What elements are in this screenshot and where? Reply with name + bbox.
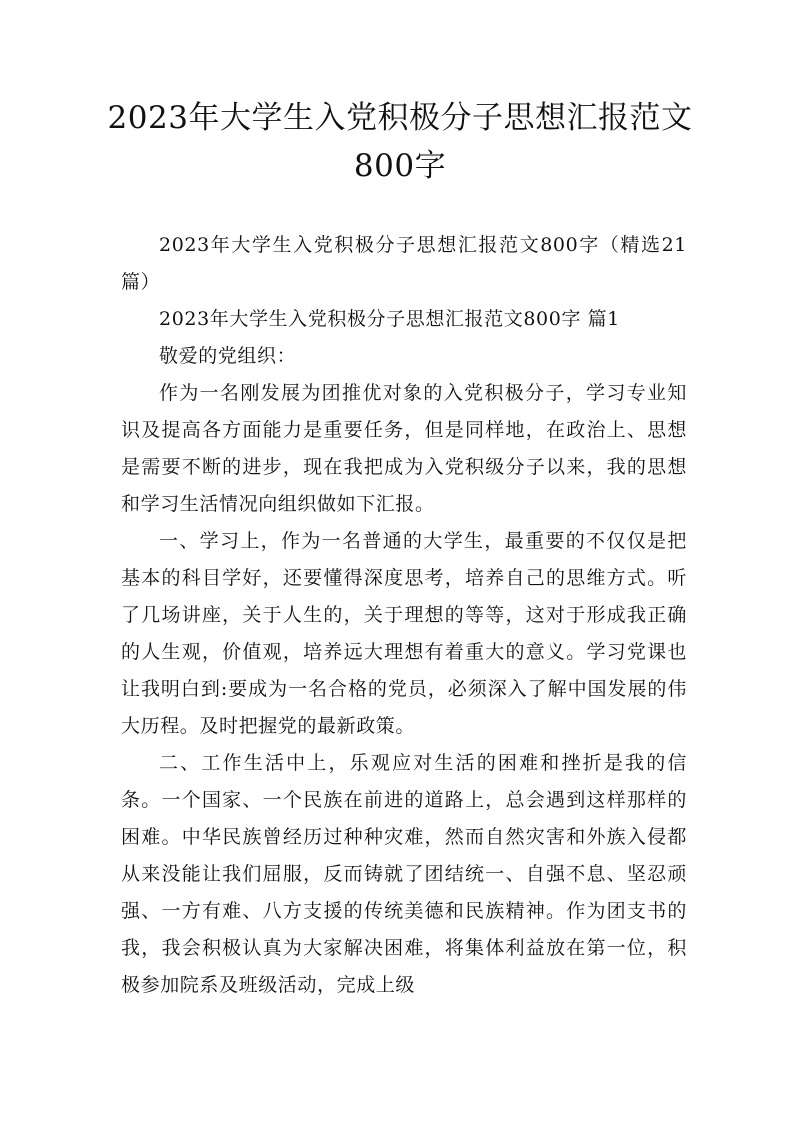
body-paragraph: 二、工作生活中上，乐观应对生活的困难和挫折是我的信条。一个国家、一个民族在前进的道路上，总会遇到这样那样的困难。中华民族曾经历过种种灾难，然而自然灾害和外族入侵都从来没能让我们屈服，反而铸就了团结统一、自强不息、坚忍顽强、一方有难、八方支援的传统美德和民族精神。作为团支书的我，我会积极认真为大家解决困难，将集体利益放在第一位，积极参加院系及班级活动，完成上级 [121, 752, 687, 996]
section-heading: 2023年大学生入党积极分子思想汇报范文800字 篇1 [159, 308, 620, 330]
body-paragraph: 作为一名刚发展为团推优对象的入党积极分子，学习专业知识及提高各方面能力是重要任务，但是同样地，在政治上、思想是需要不断的进步，现在我把成为入党积级分子以来，我的思想和学习生活情况向组织做如下汇报。 [121, 382, 687, 515]
salutation: 敬爱的党组织： [159, 345, 297, 367]
document-title: 2023年大学生入党积极分子思想汇报范文800字 [107, 100, 693, 184]
body-paragraph: 一、学习上，作为一名普通的大学生，最重要的不仅仅是把基本的科目学好，还要懂得深度思考，培养自己的思维方式。听了几场讲座，关于人生的，关于理想的等等，这对于形成我正确的人生观，价值观，培养远大理想有着重大的意义。学习党课也让我明白到:要成为一名合格的党员，必须深入了解中国发展的伟大历程。及时把握党的最新政策。 [121, 530, 687, 737]
document-body [121, 227, 687, 1004]
subtitle-paragraph: 2023年大学生入党积极分子思想汇报范文800字（精选21篇） [121, 234, 687, 293]
